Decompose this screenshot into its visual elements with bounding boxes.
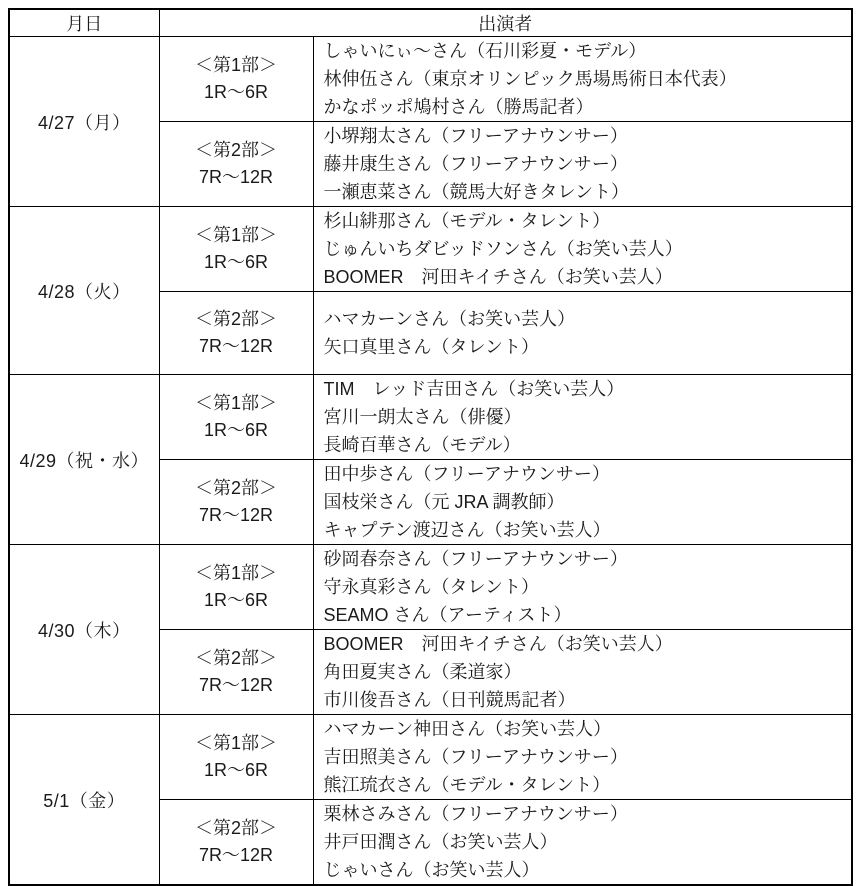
performer-line: 杉山緋那さん（モデル・タレント） bbox=[323, 211, 611, 231]
date-cell: 4/30（木） bbox=[9, 545, 159, 715]
table-row bbox=[9, 715, 852, 800]
performer-line: キャプテン渡辺さん（お笑い芸人） bbox=[323, 520, 611, 540]
part-label: ＜第1部＞ bbox=[194, 55, 277, 75]
performer-line: ハマカーン神田さん（お笑い芸人） bbox=[323, 719, 612, 739]
header-cell-performers: 出演者 bbox=[159, 9, 852, 37]
performer-line: しゃいにぃ～さん（石川彩夏・モデル） bbox=[323, 41, 647, 61]
performer-line: 市川俊吾さん（日刊競馬記者） bbox=[323, 690, 576, 710]
performer-line: 田中歩さん（フリーアナウンサー） bbox=[323, 464, 610, 484]
performers-cell bbox=[313, 630, 852, 715]
part-label: ＜第1部＞ bbox=[194, 393, 277, 413]
performers-cell bbox=[313, 207, 852, 292]
performer-line: 砂岡春奈さん（フリーアナウンサー） bbox=[323, 549, 628, 569]
part-cell bbox=[159, 207, 313, 292]
performers-cell bbox=[313, 375, 852, 460]
table-row bbox=[9, 207, 852, 292]
performer-line: 守永真彩さん（タレント） bbox=[323, 577, 540, 597]
performer-line: 藤井康生さん（フリーアナウンサー） bbox=[323, 154, 628, 174]
date-cell: 5/1（金） bbox=[9, 715, 159, 886]
performer-line: BOOMER 河田キイチさん（お笑い芸人） bbox=[323, 267, 673, 287]
performer-line: 熊江琉衣さん（モデル・タレント） bbox=[323, 775, 611, 795]
performers-schedule-table bbox=[8, 8, 853, 886]
table-row bbox=[9, 545, 852, 630]
performers-cell bbox=[313, 800, 852, 886]
performers-cell bbox=[313, 122, 852, 207]
performer-line: 角田夏実さん（柔道家） bbox=[323, 662, 522, 682]
table-row bbox=[9, 375, 852, 460]
date-cell: 4/28（火） bbox=[9, 207, 159, 375]
part-races: 7R～12R bbox=[198, 505, 274, 525]
performer-line: 井戸田潤さん（お笑い芸人） bbox=[323, 832, 558, 852]
performer-line: ハマカーンさん（お笑い芸人） bbox=[323, 309, 576, 329]
part-cell bbox=[159, 715, 313, 800]
date-cell: 4/27（月） bbox=[9, 37, 159, 207]
part-label: ＜第1部＞ bbox=[194, 225, 277, 245]
part-label: ＜第2部＞ bbox=[194, 478, 277, 498]
part-label: ＜第1部＞ bbox=[194, 563, 277, 583]
part-races: 1R～6R bbox=[203, 420, 269, 440]
part-cell bbox=[159, 292, 313, 375]
performer-line: 長崎百華さん（モデル） bbox=[323, 435, 521, 455]
part-cell bbox=[159, 122, 313, 207]
part-cell bbox=[159, 460, 313, 545]
header-cell-date: 月日 bbox=[9, 9, 159, 37]
performer-line: TIM レッド吉田さん（お笑い芸人） bbox=[323, 379, 625, 399]
part-races: 7R～12R bbox=[198, 336, 274, 356]
performer-line: 林伸伍さん（東京オリンピック馬場馬術日本代表） bbox=[323, 69, 737, 89]
part-races: 7R～12R bbox=[198, 167, 274, 187]
performers-cell bbox=[313, 37, 852, 122]
part-label: ＜第2部＞ bbox=[194, 818, 277, 838]
performers-cell bbox=[313, 292, 852, 375]
performer-line: 栗林さみさん（フリーアナウンサー） bbox=[323, 804, 628, 824]
performer-line: じゅんいちダビッドソンさん（お笑い芸人） bbox=[323, 239, 683, 259]
part-races: 1R～6R bbox=[203, 590, 269, 610]
header-row bbox=[9, 9, 852, 37]
performers-cell bbox=[313, 545, 852, 630]
part-cell bbox=[159, 375, 313, 460]
table-body bbox=[9, 37, 852, 886]
part-cell bbox=[159, 545, 313, 630]
part-label: ＜第2部＞ bbox=[194, 140, 277, 160]
performer-line: 矢口真里さん（タレント） bbox=[323, 337, 540, 357]
date-cell: 4/29（祝・水） bbox=[9, 375, 159, 545]
part-label: ＜第1部＞ bbox=[194, 733, 277, 753]
part-cell bbox=[159, 630, 313, 715]
part-races: 7R～12R bbox=[198, 845, 274, 865]
part-races: 1R～6R bbox=[203, 760, 269, 780]
part-races: 1R～6R bbox=[203, 252, 269, 272]
part-label: ＜第2部＞ bbox=[194, 648, 277, 668]
performer-line: 小堺翔太さん（フリーアナウンサー） bbox=[323, 126, 628, 146]
part-races: 7R～12R bbox=[198, 675, 274, 695]
performer-line: BOOMER 河田キイチさん（お笑い芸人） bbox=[323, 634, 673, 654]
performer-line: 宮川一朗太さん（俳優） bbox=[323, 407, 522, 427]
performer-line: じゃいさん（お笑い芸人） bbox=[323, 860, 540, 880]
performer-line: 吉田照美さん（フリーアナウンサー） bbox=[323, 747, 628, 767]
part-races: 1R～6R bbox=[203, 82, 269, 102]
part-cell bbox=[159, 37, 313, 122]
performers-cell bbox=[313, 460, 852, 545]
performer-line: SEAMO さん（アーティスト） bbox=[323, 605, 572, 625]
performers-cell bbox=[313, 715, 852, 800]
part-label: ＜第2部＞ bbox=[194, 309, 277, 329]
performer-line: 一瀬恵菜さん（競馬大好きタレント） bbox=[323, 182, 630, 202]
performer-line: かなポッポ鳩村さん（勝馬記者） bbox=[323, 97, 594, 117]
performer-line: 国枝栄さん（元 JRA 調教師） bbox=[323, 492, 565, 512]
table-row bbox=[9, 37, 852, 122]
part-cell bbox=[159, 800, 313, 886]
table-header bbox=[9, 9, 852, 37]
